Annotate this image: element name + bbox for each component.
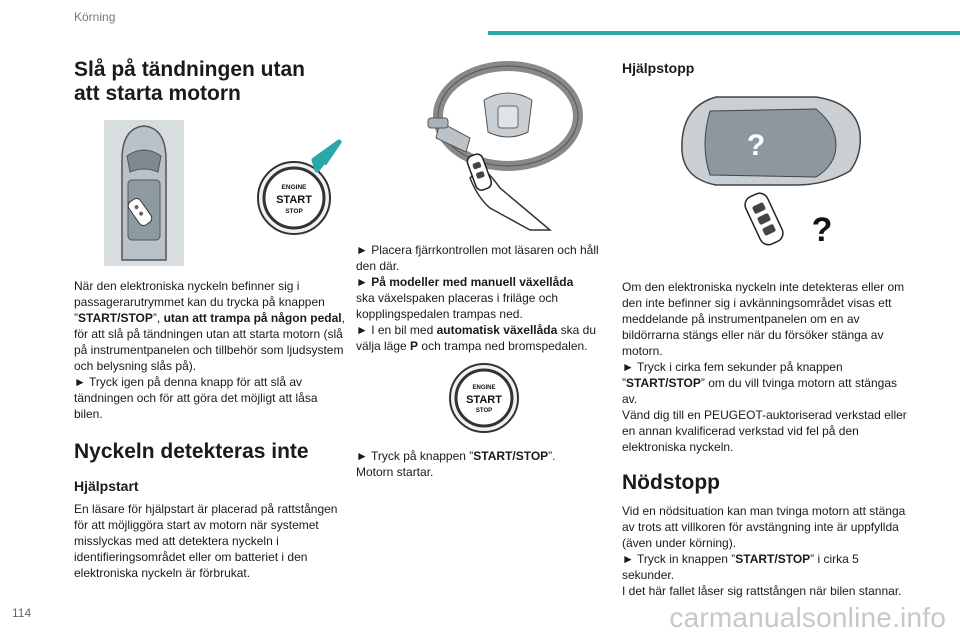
heading-hjalpstart: Hjälpstart <box>74 478 139 494</box>
question-mark-icon: ? <box>811 211 833 249</box>
para-engine-starts: Motorn startar. <box>356 465 434 479</box>
start-stop-button-illustration <box>448 362 520 434</box>
header-section-label: Körning <box>74 10 116 24</box>
para-nodstopp-2: ► Tryck in knappen ”START/STOP” i cirka 5 sekunder. <box>622 552 859 582</box>
para-press-start: ► Tryck på knappen ”START/STOP”. <box>356 449 556 463</box>
para-hjalpstart: En läsare för hjälpstart är placerad på rattstången för att möjliggöra start av motorn när systemet misslyckas med att detektera nyckeln i identifieringsområdet eller om batteriet i den elektroniska nyckeln är förbrukat. <box>74 502 338 580</box>
arrow-icon <box>314 142 339 170</box>
figure-car-key-button <box>104 120 344 266</box>
watermark: carmanualsonline.info <box>669 602 946 633</box>
section-title-ignition: Slå på tändningen utan att starta motorn <box>74 58 306 105</box>
button-label-engine: ENGINE <box>281 184 307 191</box>
question-mark-icon: ? <box>746 129 766 162</box>
car-key-question-illustration <box>676 89 868 249</box>
para-ignition-2: ► Tryck igen på denna knapp för att slå av tändningen och för att göra det möjligt att låsa bilen. <box>74 375 318 421</box>
button-label-stop: STOP <box>475 408 493 414</box>
para-nodstopp-1: Vid en nödsituation kan man tvinga motorn att stänga av trots att villkoren för avstängning inte är uppfyllda (även under körning). <box>622 504 906 550</box>
heading-hjalpstopp: Hjälpstopp <box>622 60 695 76</box>
button-label-start: START <box>276 194 312 206</box>
steering-wheel-illustration <box>400 58 600 234</box>
heading-key-not-detected: Nyckeln detekteras inte <box>74 440 309 463</box>
para-hjalpstopp-1: Om den elektroniska nyckeln inte detekteras eller om den inte befinner sig i avkänningsområdet visas ett meddelande på instrumentpanelen om en av bildörrarna stängs eller när du försöker stänga av motorn. <box>622 280 905 358</box>
para-neutral-clutch: ska växelspaken placeras i friläge och kopplingspedalen trampas ned. <box>356 291 559 321</box>
column-middle <box>356 58 610 480</box>
page-number: 114 <box>12 606 32 620</box>
para-ignition-1: När den elektroniska nyckeln befinner sig i passagerarutrymmet kan du trycka på knappen ”START/STOP”, utan att trampa på någon pedal, för att slå på tändningen utan att starta motorn (slå på instrumentpanelen och tillbehör som ljudsystem och belysning slås på). <box>74 279 345 373</box>
para-manual-gearbox: ► På modeller med manuell växellåda <box>356 275 574 289</box>
figure-start-button <box>448 362 520 434</box>
figure-steering-reader <box>400 58 600 234</box>
para-nodstopp-3: I det här fallet låser sig rattstången när bilen stannar. <box>622 584 902 598</box>
button-label-stop: STOP <box>285 208 303 215</box>
para-place-remote: ► Placera fjärrkontrollen mot läsaren och håll den där. <box>356 243 599 273</box>
header-accent-bar <box>488 31 960 35</box>
button-label-start: START <box>466 394 502 406</box>
para-hjalpstopp-3: Vänd dig till en PEUGEOT-auktoriserad verkstad eller en annan kvalificerad verkstad vid fel på den elektroniska nyckeln. <box>622 408 907 454</box>
column-right <box>622 58 912 599</box>
para-hjalpstopp-2: ► Tryck i cirka fem sekunder på knappen ”START/STOP” om du vill tvinga motorn att stängas av. <box>622 360 897 406</box>
figure-car-key-question <box>676 89 868 249</box>
heading-nodstopp: Nödstopp <box>622 471 720 494</box>
button-label-engine: ENGINE <box>472 385 496 391</box>
car-top-view-illustration <box>104 120 344 266</box>
column-left <box>74 58 346 581</box>
para-automatic-gearbox: ► I en bil med automatisk växellåda ska du välja läge P och trampa ned bromspedalen. <box>356 323 597 353</box>
